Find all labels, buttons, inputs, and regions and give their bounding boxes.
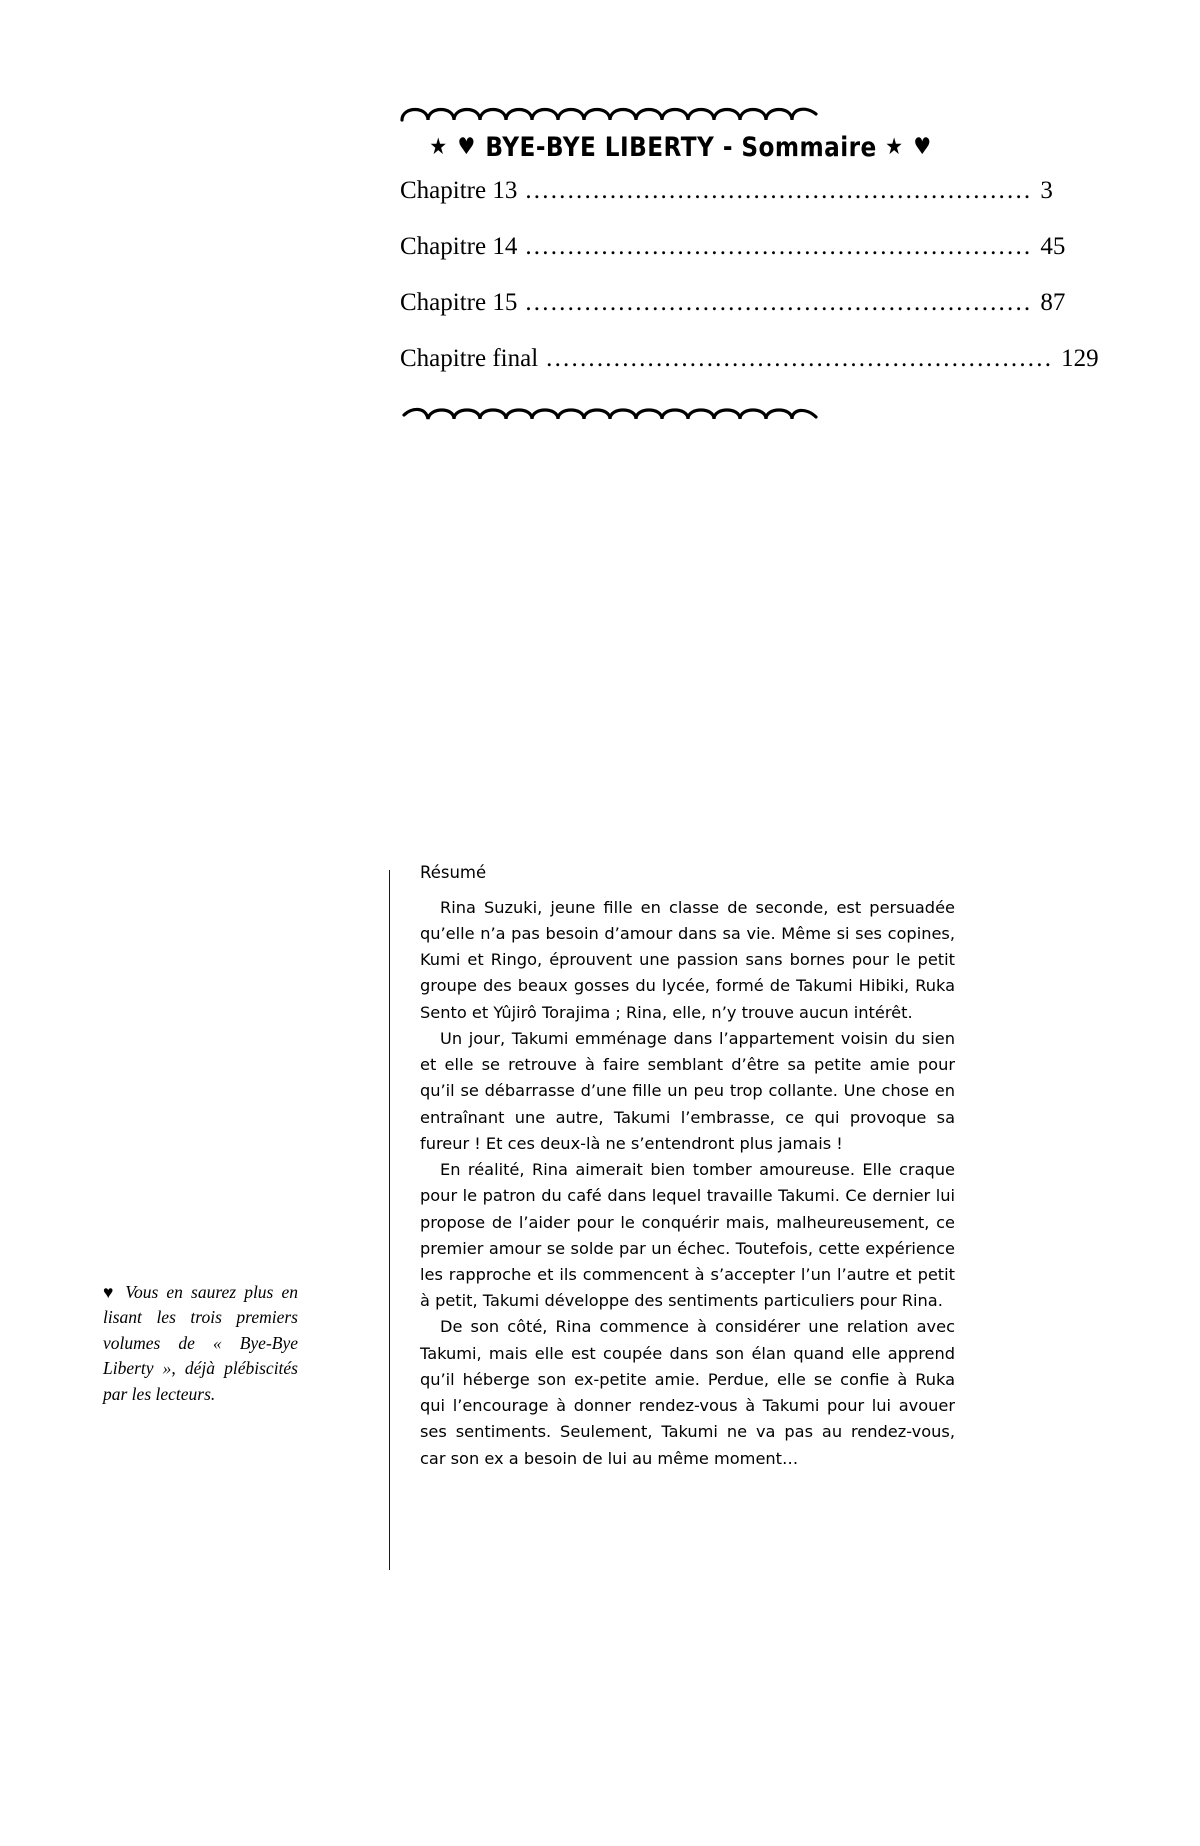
toc-entry-page: 45 [1040, 233, 1066, 260]
wavy-rule-top-icon [400, 100, 820, 126]
toc-entry-page: 3 [1040, 177, 1053, 204]
vertical-divider [389, 870, 390, 1570]
toc-entry[interactable] [400, 289, 1066, 317]
resume-paragraph: En réalité, Rina aimerait bien tomber amoureuse. Elle craque pour le patron du café dans lequel travaille Takumi. Ce dernier lui propose de l’aider pour le conquérir mais, malheureusement, ce premier amour se solde par un échec. Toutefois, cette expérience les rapproche et ils commencent à s’accepter l’un l’autre et petit à petit, Takumi développe des sentiments particuliers pour Rina. [420, 1160, 955, 1311]
resume-paragraph: Un jour, Takumi emménage dans l’appartement voisin du sien et elle se retrouve à faire semblant d’être sa petite amie pour qu’il se débarrasse d’une fille un peu trop collante. Une chose en entraînant une autre, Takumi l’embrasse, ce qui provoque sa fureur ! Et ces deux-là ne s’entendront plus jamais ! [420, 1028, 955, 1153]
toc-entry[interactable] [400, 233, 1066, 261]
resume-paragraph: De son côté, Rina commence à considérer une relation avec Takumi, mais elle est coupée dans son élan quand elle apprend qu’il héberge son ex-petite amie. Perdue, elle se confie à Ruka qui l’encourage à donner rendez-vous à Takumi pour lui avouer ses sentiments. Seulement, Takumi ne va pas au rendez-vous, car son ex a besoin de lui au même moment… [420, 1317, 955, 1468]
resume-heading: Résumé [420, 863, 487, 882]
toc-entry-label: Chapitre 15 [400, 289, 518, 316]
toc-entry-label: Chapitre 14 [400, 233, 518, 260]
toc-leader-dots: ............................................................ [546, 345, 1054, 372]
toc-leader-dots: ............................................................ [525, 177, 1033, 204]
toc-entry[interactable] [400, 345, 1099, 373]
toc-entry[interactable] [400, 177, 1053, 205]
wavy-rule-bottom-icon [400, 401, 820, 427]
table-of-contents [400, 100, 1099, 427]
toc-entry-page: 87 [1040, 289, 1066, 316]
resume-paragraph: Rina Suzuki, jeune fille en classe de seconde, est persuadée qu’elle n’a pas besoin d’amour dans sa vie. Même si ses copines, Kumi et Ringo, éprouvent une passion sans bornes pour le petit groupe des beaux gosses du lycée, formé de Takumi Hibiki, Ruka Sento et Yûjirô Torajima ; Rina, elle, n’y trouve aucun intérêt. [420, 897, 955, 1022]
toc-title-right-symbols: ★ ♥ [885, 134, 933, 160]
toc-entry-label: Chapitre 13 [400, 177, 518, 204]
summary-section [0, 863, 1200, 1710]
toc-entry-page: 129 [1061, 345, 1099, 372]
resume-block [420, 860, 955, 1472]
toc-leader-dots: ............................................................ [525, 233, 1033, 260]
side-note-text: Vous en saurez plus en lisant les trois premiers volumes de « Bye-Bye Liberty », déjà plébiscités par les lecteurs. [103, 1282, 298, 1404]
toc-title-left-symbols: ★ ♥ [429, 134, 477, 160]
toc-title-text: BYE-BYE LIBERTY - Sommaire [485, 132, 877, 163]
heart-icon: ♥ [103, 1282, 118, 1302]
toc-entry-label: Chapitre final [400, 345, 539, 372]
toc-leader-dots: ............................................................ [525, 289, 1033, 316]
side-note [103, 1280, 298, 1407]
toc-title [429, 132, 933, 163]
